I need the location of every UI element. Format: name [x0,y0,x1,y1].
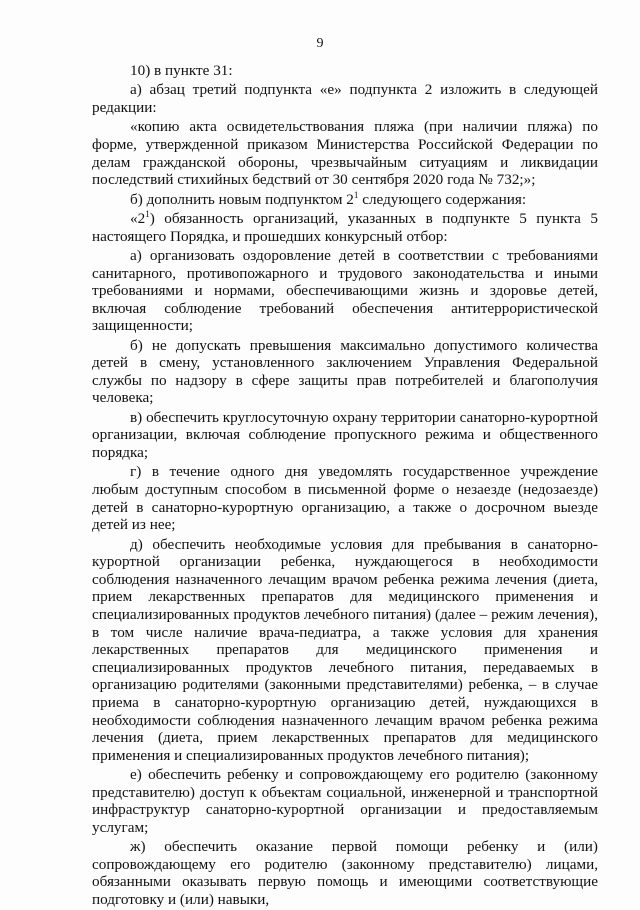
page-number: 9 [316,36,324,51]
text-span: следующего содержания: [358,190,527,208]
superscript: 1 [145,208,150,219]
paragraph-subitem-b [92,191,598,209]
paragraph-item-10: 10) в пункте 31: [130,62,233,79]
document-body [92,62,598,910]
paragraph-d-conditions: д) обеспечить необходимые условия для пребывания в санаторно-курортной организации ребенка, нуждающегося в необходимости соблюдения назначенного лечащим врачом ребенка режима лечения (диета, прием лекарственных препаратов для медицинского применения и специализированных продуктов лечебного питания) (далее – режим лечения), в том числе наличие врача-педиатра, а также условия для хранения лекарственных препаратов для медицинского применения и специализированных продуктов лечебного питания, передаваемых в организацию родителями (законными представителями) ребенка, – в случае приема в санаторно-курортную организацию детей, нуждающихся в необходимости соблюдения назначенного лечащим врачом ребенка режима лечения (диета, прием лекарственных препаратов для медицинского применения и специализированных продуктов лечебного питания); [92,535,598,764]
superscript: 1 [353,189,359,200]
paragraph-subitem-a: а) абзац третий подпункта «е» подпункта 2 изложить в следующей редакции: [92,81,598,116]
paragraph-g-notify: г) в течение одного дня уведомлять государственное учреждение любым доступным способом в письменной форме о незаезде (недозаезде) детей в санаторно-курортную организацию, а также о досрочном выезде детей из нее; [92,463,598,534]
paragraph-b-limit: б) не допускать превышения максимально допустимого количества детей в смену, установленного заключением Управления Федеральной службы по надзору в сфере защиты прав потребителей и благополучия человека; [92,336,598,407]
paragraph-zh-first-aid: ж) обеспечить оказание первой помощи ребенку и (или) сопровождающему его родителю (законному представителю) лицами, обязанными оказывать первую помощь и имеющими соответствующие подготовку и (или) навыки, [92,838,598,909]
paragraph-a-health: а) организовать оздоровление детей в соответствии с требованиями санитарного, противопожарного и трудового законодательства и иными требованиями и нормами, обеспечивающими жизнь и здоровье детей, включая соблюдение требований обеспечения антитеррористической защищенности; [92,246,598,335]
paragraph-new-subitem [92,210,598,245]
paragraph-v-security: в) обеспечить круглосуточную охрану территории санаторно-курортной организации, включая соблюдение пропускного режима и общественного порядка; [92,408,598,462]
text-span: «2 [130,209,146,227]
paragraph-quote-act: «копию акта освидетельствования пляжа (при наличии пляжа) по форме, утвержденной приказом Министерства Российской Федерации по делам гражданской обороны, чрезвычайным ситуациям и ликвидации последствий стихийных бедствий от 30 сентября 2020 года № 732;»; [92,118,598,189]
paragraph-e-access: е) обеспечить ребенку и сопровождающему его родителю (законному представителю) доступ к объектам социальной, инженерной и транспортной инфраструктур санаторно-курортной организации и предоставляемым услугам; [92,766,598,836]
text-span: б) дополнить новым подпунктом 2 [130,190,354,208]
text-span: ) обязанность организаций, указанных в подпункте 5 пункта 5 настоящего Порядка, и прошедших конкурсный отбор: [92,209,598,245]
